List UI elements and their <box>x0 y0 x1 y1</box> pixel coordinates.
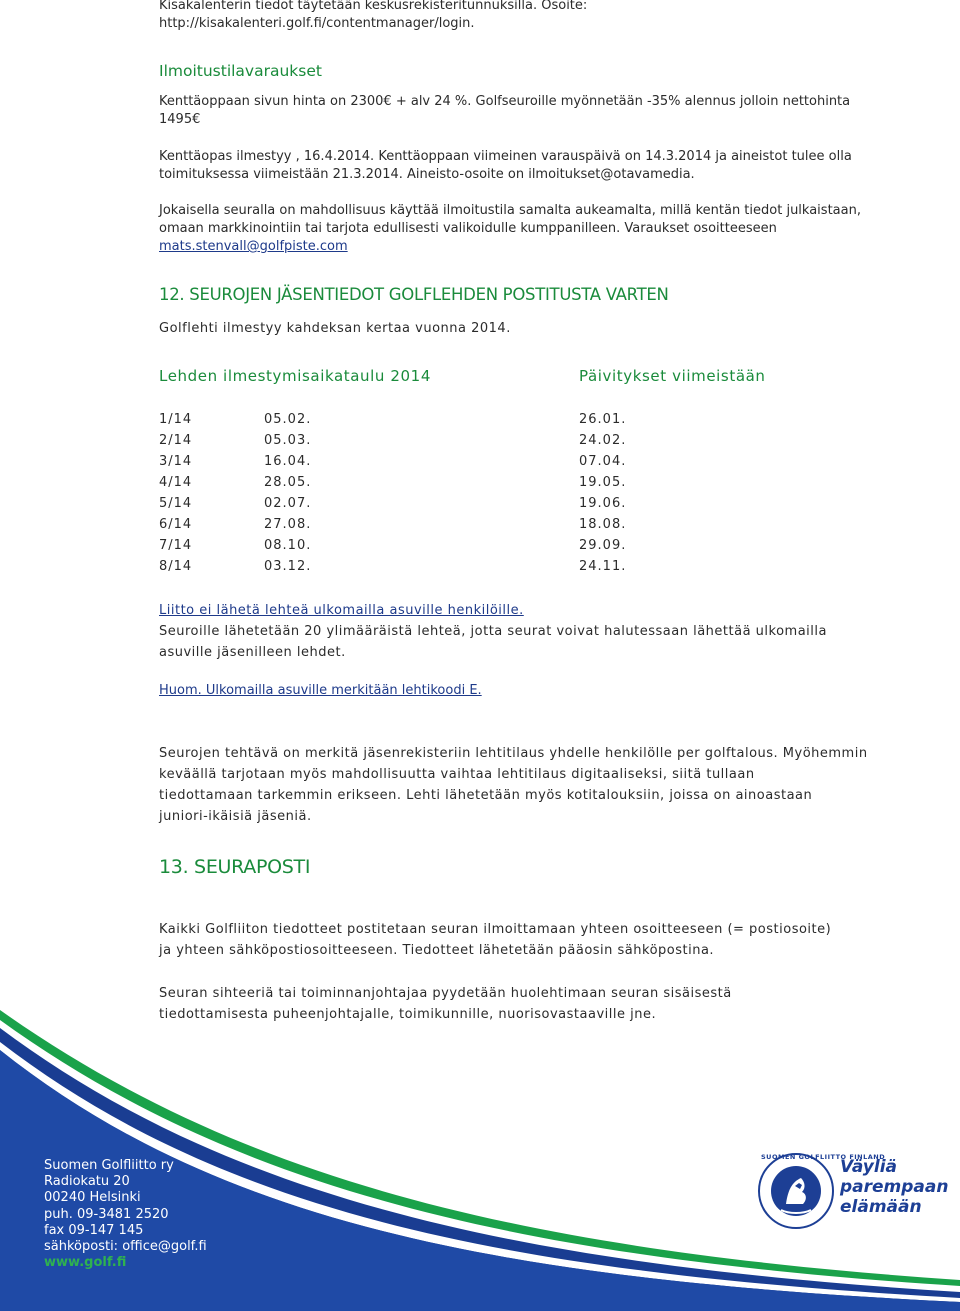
club-task-line-3: tiedottamaan tarkemmin erikseen. Lehti lähetetään myös kotitalouksiin, joissa on ainoastaan <box>159 788 813 803</box>
section13-heading: 13. SEURAPOSTI <box>159 856 311 878</box>
ads-price-line-2: 1495€ <box>159 112 201 127</box>
ads-club-line-2: omaan markkinointiin tai tarjota edullisesti valikoidulle kumppanilleen. Varaukset osoitteeseen <box>159 221 777 236</box>
update-cell: 29.09. <box>579 538 627 553</box>
date-cell: 08.10. <box>264 538 312 553</box>
seuraposti-p1-line-2: ja yhteen sähköpostiosoitteeseen. Tiedotteet lähetetään pääosin sähköpostina. <box>159 943 715 958</box>
update-cell: 19.05. <box>579 475 627 490</box>
footer-phone: puh. 09-3481 2520 <box>44 1206 169 1222</box>
slogan-line-2: parempaan <box>840 1177 949 1197</box>
date-cell: 02.07. <box>264 496 312 511</box>
ads-publication-line-1: Kenttäopas ilmestyy , 16.4.2014. Kenttäoppaan viimeinen varauspäivä on 14.3.2014 ja aineistot tulee olla <box>159 149 852 164</box>
footer-city: 00240 Helsinki <box>44 1190 141 1206</box>
ads-publication-line-2: toimituksessa viimeistään 21.3.2014. Aineisto-osoite on ilmoitukset@otavamedia. <box>159 167 695 182</box>
footer-contact <box>44 1158 207 1271</box>
section12-heading: 12. SEUROJEN JÄSENTIEDOT GOLFLEHDEN POSTITUSTA VARTEN <box>159 285 669 304</box>
intro-line-2: http://kisakalenteri.golf.fi/contentmanager/login. <box>159 16 475 31</box>
update-cell: 24.02. <box>579 433 627 448</box>
issue-cell: 6/14 <box>159 517 193 532</box>
schedule-column-header: Lehden ilmestymisaikataulu 2014 <box>159 367 431 385</box>
date-cell: 05.03. <box>264 433 312 448</box>
slogan-line-1: Väyliä <box>840 1157 897 1177</box>
footer-web-link[interactable]: www.golf.fi <box>44 1255 127 1271</box>
footer-street: Radiokatu 20 <box>44 1174 130 1190</box>
update-cell: 07.04. <box>579 454 627 469</box>
update-cell: 26.01. <box>579 412 627 427</box>
issue-cell: 5/14 <box>159 496 193 511</box>
issue-cell: 4/14 <box>159 475 193 490</box>
club-task-line-1: Seurojen tehtävä on merkitä jäsenrekisteriin lehtitilaus yhdelle henkilölle per golftalous. Myöhemmin <box>159 746 868 761</box>
footer-email: sähköposti: office@golf.fi <box>44 1239 207 1255</box>
slogan-line-3: elämään <box>840 1197 922 1217</box>
seuraposti-p2-line-1: Seuran sihteeriä tai toiminnanjohtajaa pyydetään huolehtimaan seuran sisäisestä <box>159 986 732 1001</box>
huom-note: Huom. Ulkomailla asuville merkitään lehtikoodi E. <box>159 683 482 698</box>
issue-cell: 8/14 <box>159 559 193 574</box>
club-task-line-2: keväällä tarjotaan myös mahdollisuutta vaihtaa lehtitilaus digitaaliseksi, siitä tullaan <box>159 767 755 782</box>
club-task-line-4: juniori-ikäisiä jäseniä. <box>159 809 312 824</box>
intro-line-1: Kisakalenterin tiedot täytetään keskusrekisteritunnuksilla. Osoite: <box>159 0 588 13</box>
ads-club-line-1: Jokaisella seuralla on mahdollisuus käyttää ilmoitustila samalta aukeamalta, millä kentän tiedot julkaistaan, <box>159 203 861 218</box>
date-cell: 05.02. <box>264 412 312 427</box>
issue-cell: 3/14 <box>159 454 193 469</box>
seuraposti-p2-line-2: tiedottamisesta puheenjohtajalle, toimikunnille, nuorisovastaaville jne. <box>159 1007 657 1022</box>
seuraposti-p1-line-1: Kaikki Golfliiton tiedotteet postitetaan seuran ilmoittamaan yhteen osoitteeseen (= postiosoite) <box>159 922 832 937</box>
footer-org: Suomen Golfliitto ry <box>44 1158 174 1173</box>
extra-copies-line-1: Seuroille lähetetään 20 ylimääräistä lehteä, jotta seurat voivat halutessaan lähettää ulkomailla <box>159 624 827 639</box>
issue-cell: 2/14 <box>159 433 193 448</box>
update-cell: 19.06. <box>579 496 627 511</box>
ads-heading: Ilmoitustilavaraukset <box>159 62 322 80</box>
ads-email-link[interactable]: mats.stenvall@golfpiste.com <box>159 239 348 254</box>
date-cell: 03.12. <box>264 559 312 574</box>
date-cell: 28.05. <box>264 475 312 490</box>
date-cell: 16.04. <box>264 454 312 469</box>
issue-cell: 1/14 <box>159 412 193 427</box>
ads-price-line-1: Kenttäoppaan sivun hinta on 2300€ + alv 24 %. Golfseuroille myönnetään -35% alennus jolloin nettohinta <box>159 94 851 109</box>
updates-column-header: Päivitykset viimeistään <box>579 367 766 385</box>
update-cell: 24.11. <box>579 559 627 574</box>
issue-cell: 7/14 <box>159 538 193 553</box>
section12-intro: Golflehti ilmestyy kahdeksan kertaa vuonna 2014. <box>159 321 511 336</box>
extra-copies-line-2: asuville jäsenilleen lehdet. <box>159 645 346 660</box>
footer-fax: fax 09-147 145 <box>44 1222 144 1238</box>
date-cell: 27.08. <box>264 517 312 532</box>
note-abroad: Liitto ei lähetä lehteä ulkomailla asuville henkilöille. <box>159 603 524 618</box>
update-cell: 18.08. <box>579 517 627 532</box>
logo-ring-text: SUOMEN GOLFLIITTO FINLAND <box>761 1153 886 1161</box>
